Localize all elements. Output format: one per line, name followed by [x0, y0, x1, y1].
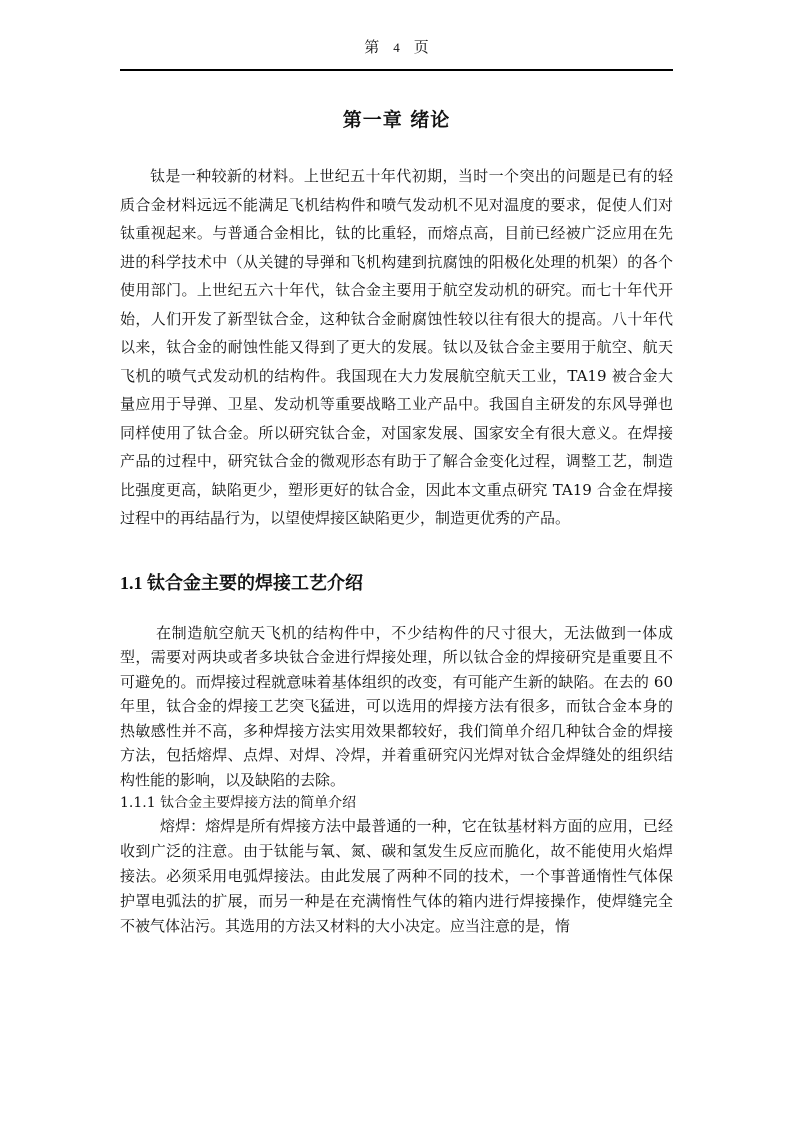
header-page-number: 4: [393, 40, 400, 55]
intro-paragraph: 钛是一种较新的材料。上世纪五十年代初期，当时一个突出的问题是已有的轻质合金材料远远不能满足飞机结构件和喷气发动机不见对温度的要求，促使人们对钛重视起来。与普通合金相比，钛的比重轻，而熔点高，目前已经被广泛应用在先进的科学技术中（从关键的导弹和飞机构建到抗腐蚀的阳极化处理的机架）的各个使用部门。上世纪五六十年代，钛合金主要用于航空发动机的研究。而七十年代开始，人们开发了新型钛合金，这种钛合金耐腐蚀性较以往有很大的提高。八十年代以来，钛合金的耐蚀性能又得到了更大的发展。钛以及钛合金主要用于航空、航天飞机的喷气式发动机的结构件。我国现在大力发展航空航天工业，TA19 被合金大量应用于导弹、卫星、发动机等重要战略工业产品中。我国自主研发的东风导弹也同样使用了钛合金。所以研究钛合金，对国家发展、国家安全有很大意义。在焊接产品的过程中，研究钛合金的微观形态有助于了解合金变化过程，调整工艺，制造比强度更高，缺陷更少，塑形更好的钛合金，因此本文重点研究 TA19 合金在焊接过程中的再结晶行为，以望使焊接区缺陷更少，制造更优秀的产品。: [120, 167, 673, 527]
section-paragraph: 在制造航空航天飞机的结构件中，不少结构件的尺寸很大，无法做到一体成型，需要对两块或者多块钛合金进行焊接处理，所以钛合金的焊接研究是重要且不可避免的。而焊接过程就意味着基体组织的改变，有可能产生新的缺陷。在去的 60 年里，钛合金的焊接工艺突飞猛进，可以选用的焊接方法有很多，而钛合金本身的热敏感性并不高，多种焊接方法实用效果都较好，我们简单介绍几种钛合金的焊接方法，包括熔焊、点焊、对焊、冷焊，并着重研究闪光焊对钛合金焊缝处的组织结构性能的影响，以及缺陷的去除。: [120, 623, 673, 789]
subsection-paragraph: 熔焊：熔焊是所有焊接方法中最普通的一种，它在钛基材料方面的应用，已经收到广泛的注意。由于钛能与氧、氮、碳和氢发生反应而脆化，故不能使用火焰焊接法。必须采用电弧焊接法。由此发展了两种不同的技术，一个事普通惰性气体保护罩电弧法的扩展，而另一种是在充满惰性气体的箱内进行焊接操作，使焊缝完全不被气体沾污。其选用的方法又材料的大小决定。应当注意的是，惰: [120, 817, 673, 935]
header-suffix: 页: [413, 38, 429, 56]
section-title: 1.1 钛合金主要的焊接工艺介绍: [120, 572, 363, 593]
header-prefix: 第: [364, 38, 380, 56]
page-content: [120, 100, 673, 939]
subsection-title: 1.1.1 钛合金主要焊接方法的简单介绍: [120, 795, 357, 811]
chapter-title: 第一章 绪论: [342, 109, 451, 131]
header-rule: [120, 69, 673, 71]
page-header: [0, 36, 793, 57]
